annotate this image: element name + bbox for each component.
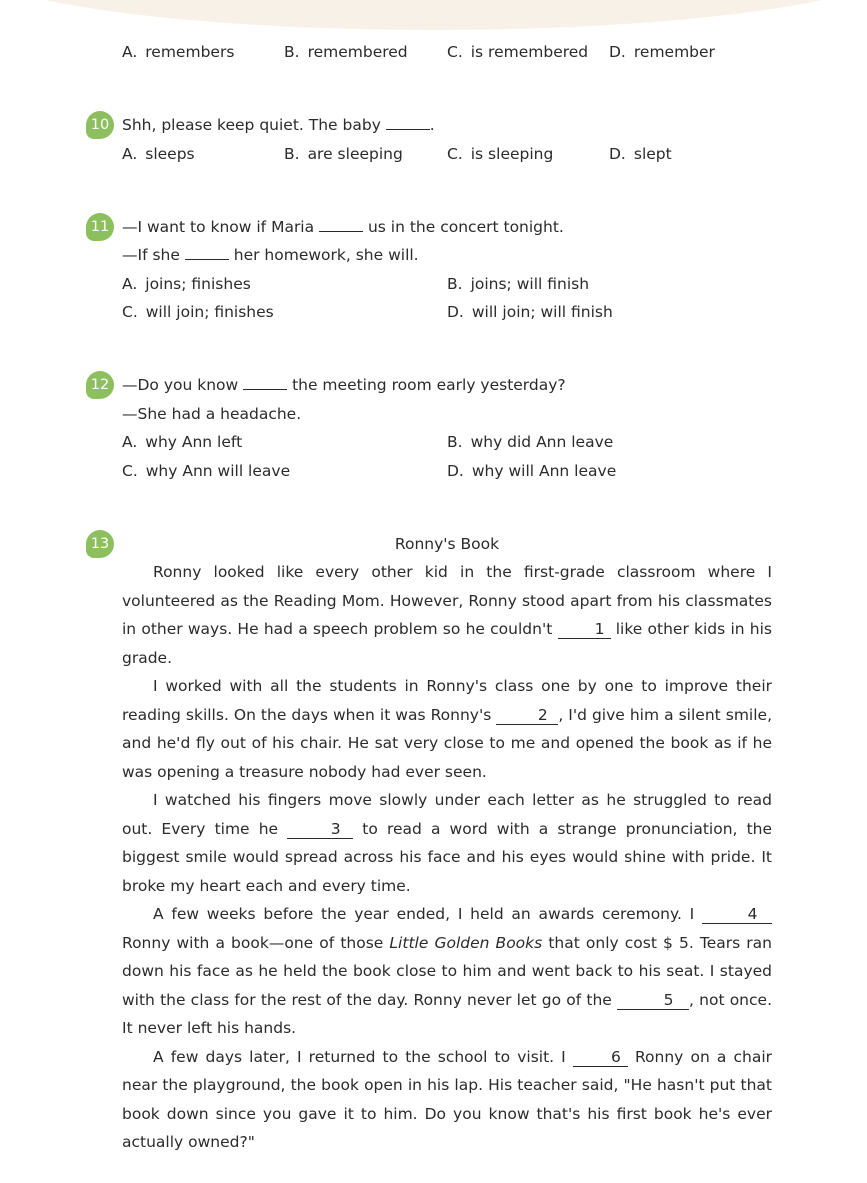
q11-stem-line-1: —I want to know if Maria us in the concert tonight. — [122, 218, 564, 236]
q11-stem-line-2: —If she her homework, she will. — [122, 246, 419, 264]
q11-option-a[interactable] — [122, 274, 251, 294]
answer-blank[interactable] — [185, 245, 229, 260]
q12-option-c[interactable] — [122, 461, 290, 481]
option-text: is sleeping — [470, 145, 554, 163]
top-decorative-band — [0, 0, 867, 30]
passage-paragraph-3: I watched his fingers move slowly under each letter as he struggled to read out. Every time he 3 to read a word with a strange pronunciation, the biggest smile would spread across his face and his eyes would shine with pride. It broke my heart each and every time. — [122, 791, 773, 895]
q9-option-a[interactable] — [122, 42, 234, 62]
answer-blank[interactable] — [243, 375, 287, 390]
q10-stem: Shh, please keep quiet. The baby . — [122, 116, 435, 134]
question-number-badge: 11 — [86, 213, 114, 241]
option-letter: B. — [447, 433, 463, 451]
book-title-italic: Little Golden Books — [389, 933, 543, 952]
q11-option-d[interactable] — [447, 302, 613, 322]
option-text: why Ann left — [145, 433, 243, 451]
question-number-badge: 12 — [86, 371, 114, 399]
q10-option-c[interactable] — [447, 144, 553, 164]
option-text: remember — [633, 43, 715, 61]
passage-paragraph-5: A few days later, I returned to the school to visit. I 6 Ronny on a chair near the playground, the book open in his lap. His teacher said, "He hasn't put that book down since you gave it to him. Do you know that's his first book he's ever actually owned?" — [122, 1047, 772, 1151]
q12-option-b[interactable] — [447, 432, 613, 452]
cloze-blank-4[interactable]: 4 — [702, 905, 772, 924]
cloze-blank-2[interactable]: 2 — [496, 706, 558, 725]
option-letter: B. — [284, 43, 300, 61]
option-letter: A. — [122, 145, 138, 163]
cloze-blank-5[interactable]: 5 — [617, 991, 689, 1010]
q11-option-c[interactable] — [122, 302, 274, 322]
option-letter: C. — [447, 145, 463, 163]
option-text: remembered — [307, 43, 408, 61]
option-text: will join; will finish — [471, 303, 613, 321]
cloze-blank-1[interactable]: 1 — [558, 620, 611, 639]
option-letter: C. — [122, 303, 138, 321]
question-number-badge: 13 — [86, 530, 114, 558]
option-text: why Ann will leave — [145, 462, 291, 480]
answer-blank[interactable] — [386, 115, 430, 130]
cloze-blank-3[interactable]: 3 — [287, 820, 353, 839]
q10-option-a[interactable] — [122, 144, 195, 164]
option-text: joins; finishes — [145, 275, 251, 293]
option-text: are sleeping — [307, 145, 403, 163]
q12-stem-line-2: —She had a headache. — [122, 405, 302, 423]
option-letter: B. — [284, 145, 300, 163]
option-letter: B. — [447, 275, 463, 293]
passage-paragraph-2: I worked with all the students in Ronny's class one by one to improve their reading skills. On the days when it was Ronny's 2 , I'd give him a silent smile, and he'd fly out of his chair. He sat very close to me and opened the book as if he was opening a treasure nobody had ever seen. — [122, 677, 772, 781]
option-letter: D. — [609, 145, 626, 163]
option-letter: A. — [122, 43, 138, 61]
option-text: remembers — [145, 43, 235, 61]
option-letter: A. — [122, 433, 138, 451]
q12-stem-line-1: —Do you know the meeting room early yesterday? — [122, 376, 566, 394]
q12-option-a[interactable] — [122, 432, 242, 452]
option-text: joins; will finish — [470, 275, 590, 293]
option-letter: D. — [447, 462, 464, 480]
q10-option-b[interactable] — [284, 144, 403, 164]
option-text: sleeps — [145, 145, 195, 163]
option-letter: D. — [447, 303, 464, 321]
option-text: will join; finishes — [145, 303, 274, 321]
q10-option-d[interactable] — [609, 144, 672, 164]
option-text: slept — [633, 145, 672, 163]
q11-option-b[interactable] — [447, 274, 589, 294]
question-number-badge: 10 — [86, 111, 114, 139]
option-letter: D. — [609, 43, 626, 61]
option-text: why did Ann leave — [470, 433, 614, 451]
q9-option-b[interactable] — [284, 42, 408, 62]
q9-option-c[interactable] — [447, 42, 588, 62]
passage-title: Ronny's Book — [394, 535, 500, 553]
option-letter: C. — [447, 43, 463, 61]
option-text: why will Ann leave — [471, 462, 617, 480]
answer-blank[interactable] — [319, 217, 363, 232]
option-text: is remembered — [470, 43, 589, 61]
cloze-passage — [122, 558, 772, 1157]
option-letter: C. — [122, 462, 138, 480]
passage-paragraph-1: Ronny looked like every other kid in the first-grade classroom where I volunteered as the Reading Mom. However, Ronny stood apart from his classmates in other ways. He had a speech problem so he couldn't 1 like other kids in his grade. — [122, 563, 772, 667]
q12-option-d[interactable] — [447, 461, 616, 481]
passage-paragraph-4: A few weeks before the year ended, I held an awards ceremony. I 4 Ronny with a book—one of those Little Golden Books that only cost $ 5. Tears ran down his face as he held the book close to him and went back to his seat. I stayed with the class for the rest of the day. Ronny never let go of the 5 , not once. It never left his hands. — [122, 905, 772, 1037]
cloze-blank-6[interactable]: 6 — [573, 1048, 628, 1067]
q9-option-d[interactable] — [609, 42, 715, 62]
option-letter: A. — [122, 275, 138, 293]
